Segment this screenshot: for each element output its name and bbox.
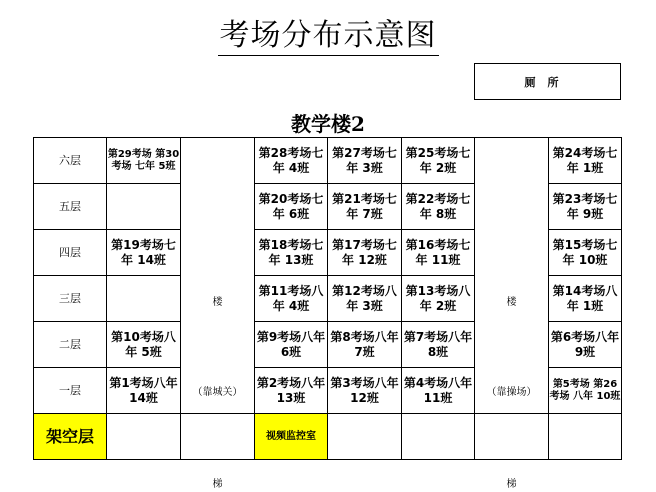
- room-cell: [255, 230, 328, 276]
- room-cell: [328, 368, 402, 414]
- empty-cell: [475, 414, 549, 460]
- room-cell: [328, 230, 402, 276]
- room-name: 第17考场: [332, 237, 385, 252]
- room-cell: [549, 184, 622, 230]
- class-name: 七年 10班: [562, 237, 618, 267]
- room-name: 第24考场: [552, 145, 606, 160]
- stair-left: [181, 138, 255, 490]
- room-cell: [255, 276, 328, 322]
- room-cell: [255, 368, 328, 414]
- class-name: 八年 6班: [280, 329, 326, 359]
- class-name: 七年 9班: [566, 191, 618, 221]
- class-name: 八年 4班: [272, 283, 324, 313]
- room-name: 第9考场: [256, 329, 302, 344]
- room-cell: [328, 138, 402, 184]
- room-name: 第30考场: [111, 148, 180, 172]
- room-name: 第7考场: [403, 329, 449, 344]
- room-name: 第28考场: [258, 145, 312, 160]
- class-name: 八年 3班: [346, 283, 397, 313]
- page-title: 考场分布示意图: [0, 18, 656, 56]
- stair-label: 楼: [212, 296, 223, 308]
- room-name: 第10考场: [111, 329, 164, 344]
- empty-cell: [549, 414, 622, 460]
- class-name: 八年 13班: [276, 375, 326, 405]
- room-cell: [328, 184, 402, 230]
- class-name: 七年 6班: [272, 191, 324, 221]
- room-cell: [549, 368, 622, 414]
- empty-cell: [402, 414, 475, 460]
- room-name: 第8考场: [330, 329, 375, 344]
- room-name: 第22考场: [405, 191, 459, 206]
- class-name: 八年 1班: [566, 283, 618, 313]
- room-name: 第18考场: [258, 237, 312, 252]
- room-cell: [549, 276, 622, 322]
- room-name: 第2考场: [256, 375, 302, 390]
- class-name: 八年 11班: [423, 375, 473, 405]
- class-name: 八年 12班: [350, 375, 399, 405]
- video-monitor-room: 视频监控室: [255, 414, 328, 460]
- class-name: 七年 14班: [121, 237, 176, 267]
- class-name: 七年 3班: [346, 145, 397, 175]
- room-name: 第26考场: [549, 378, 618, 402]
- room-name: 第21考场: [332, 191, 385, 206]
- room-cell: [255, 138, 328, 184]
- class-name: 八年 7班: [354, 329, 399, 359]
- class-name: 七年 1班: [566, 145, 618, 175]
- ground-row: [34, 414, 622, 460]
- room-name: 第5考场: [552, 378, 590, 390]
- exam-room-table: [33, 137, 622, 490]
- class-name: 七年 7班: [346, 191, 397, 221]
- room-cell: [255, 184, 328, 230]
- empty-cell: [328, 414, 402, 460]
- class-name: 八年 10班: [573, 390, 621, 402]
- stair-label: 梯: [212, 478, 223, 490]
- room-cell-empty: [107, 276, 181, 322]
- floor-label: 六层: [34, 138, 107, 184]
- floor-label: 三层: [34, 276, 107, 322]
- room-cell: [402, 368, 475, 414]
- floor-label: 五层: [34, 184, 107, 230]
- class-name: 八年 14班: [129, 375, 178, 405]
- room-name: 第19考场: [111, 237, 164, 252]
- empty-cell: [181, 414, 255, 460]
- building-title: 教学楼2: [291, 112, 365, 136]
- toilet-box: 厕所: [474, 63, 621, 100]
- room-name: 第12考场: [332, 283, 385, 298]
- floor-label: 四层: [34, 230, 107, 276]
- floor-label: 一层: [34, 368, 107, 414]
- stair-right: [475, 138, 549, 490]
- room-name: 第1考场: [109, 375, 154, 390]
- room-name: 第4考场: [403, 375, 449, 390]
- stair-label: 楼: [506, 296, 517, 308]
- room-cell: [328, 276, 402, 322]
- class-name: 七年 4班: [272, 145, 324, 175]
- room-cell: [549, 230, 622, 276]
- room-name: 第13考场: [405, 283, 459, 298]
- room-cell: [107, 138, 181, 184]
- stair-label: 梯: [506, 478, 517, 490]
- room-cell: [402, 184, 475, 230]
- room-name: 第20考场: [258, 191, 312, 206]
- class-name: 七年 8班: [419, 191, 471, 221]
- room-cell: [255, 322, 328, 368]
- room-cell: [549, 138, 622, 184]
- ground-floor-label: 架空层: [34, 414, 107, 460]
- room-cell-empty: [107, 184, 181, 230]
- class-name: 八年 9班: [574, 329, 620, 359]
- room-cell: [402, 138, 475, 184]
- room-cell: [549, 322, 622, 368]
- class-name: 七年 13班: [268, 237, 324, 267]
- class-name: 八年 5班: [125, 329, 176, 359]
- class-name: 七年 12班: [342, 237, 397, 267]
- empty-cell: [107, 414, 181, 460]
- class-name: 八年 8班: [427, 329, 473, 359]
- floor-label: 二层: [34, 322, 107, 368]
- room-name: 第11考场: [258, 283, 312, 298]
- floor-row: [34, 138, 622, 184]
- stair-note: （靠城关）: [192, 386, 243, 398]
- stair-note: （靠操场）: [486, 386, 537, 398]
- class-name: 七年 5班: [135, 160, 176, 172]
- room-cell: [107, 368, 181, 414]
- room-name: 第29考场: [107, 148, 152, 160]
- class-name: 七年 2班: [419, 145, 471, 175]
- room-cell: [402, 276, 475, 322]
- class-name: 七年 11班: [415, 237, 471, 267]
- room-cell: [107, 230, 181, 276]
- room-name: 第27考场: [332, 145, 385, 160]
- room-name: 第16考场: [405, 237, 459, 252]
- room-name: 第6考场: [550, 329, 596, 344]
- room-cell: [107, 322, 181, 368]
- room-cell: [402, 322, 475, 368]
- class-name: 八年 2班: [419, 283, 471, 313]
- room-name: 第3考场: [330, 375, 375, 390]
- room-name: 第23考场: [552, 191, 606, 206]
- room-cell: [402, 230, 475, 276]
- room-name: 第25考场: [405, 145, 459, 160]
- room-cell: [328, 322, 402, 368]
- room-name: 第14考场: [552, 283, 606, 298]
- room-name: 第15考场: [552, 237, 606, 252]
